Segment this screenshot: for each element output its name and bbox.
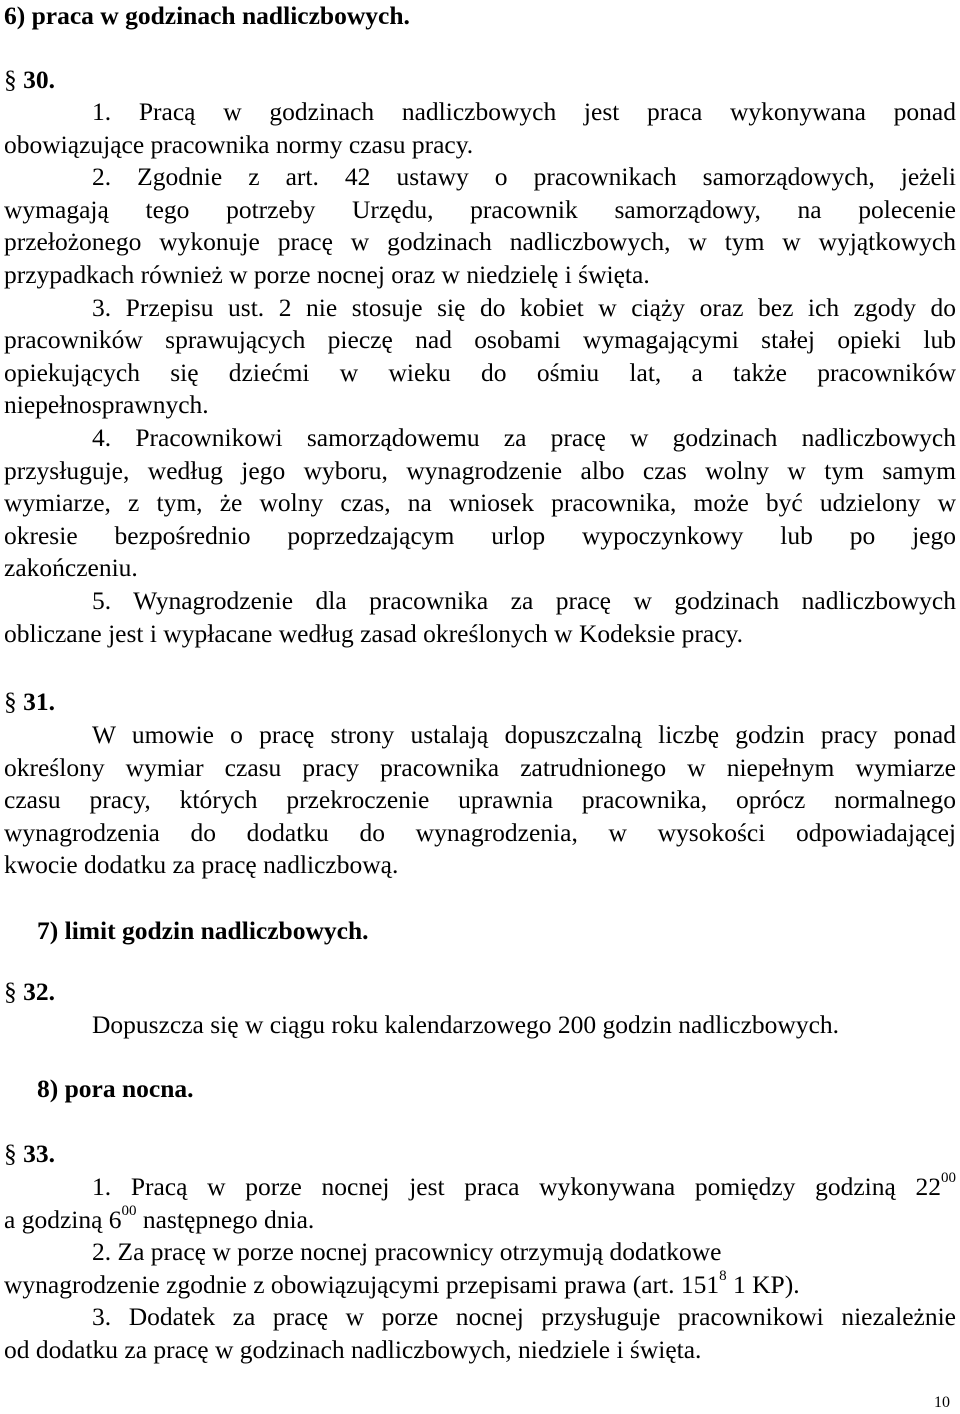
text-line: 4. Pracownikowi samorządowemu za pracę w godzinach nadliczbowych <box>92 422 956 452</box>
section-8-heading: 8) pora nocna. <box>37 1074 194 1103</box>
text-line: obowiązujące pracownika normy czasu pracy. <box>4 129 474 159</box>
page-number: 10 <box>934 1394 950 1411</box>
text-line: okresie bezpośrednio poprzedzającym urlop wypoczynkowy lub po jego <box>4 520 956 550</box>
text-line: przypadkach również w porze nocnej oraz w niedzielę i święta. <box>4 259 650 289</box>
text-line: pracowników sprawujących pieczę nad osobami wymagającymi stałej opieki lub <box>4 325 956 355</box>
text-line: kwocie dodatku za pracę nadliczbową. <box>4 850 399 880</box>
paragraph-30-body <box>4 96 956 650</box>
text-line: przysługuje, według jego wyboru, wynagrodzenie albo czas wolny w tym samym <box>4 455 956 485</box>
text-line: wynagrodzenie zgodnie z obowiązującymi przepisami prawa (art. $151^8$ 1 KP). <box>4 1267 800 1299</box>
paragraph-33-body <box>4 1171 956 1367</box>
text-line: wymagają tego potrzeby Urzędu, pracownik samorządowy, na polecenie <box>4 194 956 224</box>
paragraph-30-number: § 30. <box>4 65 55 94</box>
paragraph-31-number: § 31. <box>4 687 55 716</box>
paragraph-31-body <box>4 719 956 882</box>
paragraph-32-body <box>4 1009 956 1042</box>
text-line: obliczane jest i wypłacane według zasad określonych w Kodeksie pracy. <box>4 618 743 648</box>
text-line: W umowie o pracę strony ustalają dopuszczalną liczbę godzin pracy ponad <box>92 720 956 749</box>
paragraph-symbol: § <box>4 977 17 1006</box>
text-line: 3. Przepisu ust. 2 nie stosuje się do kobiet w ciąży oraz bez ich zgody do <box>92 292 956 322</box>
text-line: wynagrodzenia do dodatku do wynagrodzenia, w wysokości odpowiadającej <box>4 817 956 847</box>
text-line: wymiarze, z tym, że wolny czas, na wniosek pracownika, może być udzielony w <box>4 488 956 518</box>
text-line: 2. Za pracę w porze nocnej pracownicy otrzymują dodatkowe <box>92 1237 722 1267</box>
paragraph-symbol: § <box>4 687 17 716</box>
text-line: zakończeniu. <box>4 553 138 583</box>
text-line: od dodatku za pracę w godzinach nadliczbowych, niedziele i święta. <box>4 1334 702 1364</box>
paragraph-symbol: § <box>4 1139 17 1168</box>
text-line: czasu pracy, których przekroczenie uprawnia pracownika, oprócz normalnego <box>4 785 956 815</box>
section-6-heading: 6) praca w godzinach nadliczbowych. <box>4 1 410 30</box>
text-line: 1. Pracą w porze nocnej jest praca wykonywana pomiędzy godziną $22^{00}$ <box>92 1170 956 1201</box>
section-7-heading: 7) limit godzin nadliczbowych. <box>37 916 369 945</box>
text-line: 5. Wynagrodzenie dla pracownika za pracę w godzinach nadliczbowych <box>92 585 956 615</box>
text-line: 2. Zgodnie z art. 42 ustawy o pracownikach samorządowych, jeżeli <box>92 162 956 192</box>
paragraph-32-number: § 32. <box>4 977 55 1006</box>
paragraph-33-number: § 33. <box>4 1139 55 1168</box>
text-line: opiekujących się dziećmi w wieku do ośmiu lat, a także pracowników <box>4 357 956 387</box>
text-line: a godziną $6^{00}$ następnego dnia. <box>4 1202 315 1234</box>
paragraph-symbol: § <box>4 65 17 94</box>
text-line: określony wymiar czasu pracy pracownika zatrudnionego w niepełnym wymiarze <box>4 752 956 782</box>
text-line: 1. Pracą w godzinach nadliczbowych jest praca wykonywana ponad <box>92 97 956 126</box>
text-line: przełożonego wykonuje pracę w godzinach nadliczbowych, w tym w wyjątkowych <box>4 227 956 257</box>
text-line: Dopuszcza się w ciągu roku kalendarzowego 200 godzin nadliczbowych. <box>92 1010 840 1039</box>
text-line: 3. Dodatek za pracę w porze nocnej przysługuje pracownikowi niezależnie <box>92 1302 956 1332</box>
text-line: niepełnosprawnych. <box>4 390 209 420</box>
